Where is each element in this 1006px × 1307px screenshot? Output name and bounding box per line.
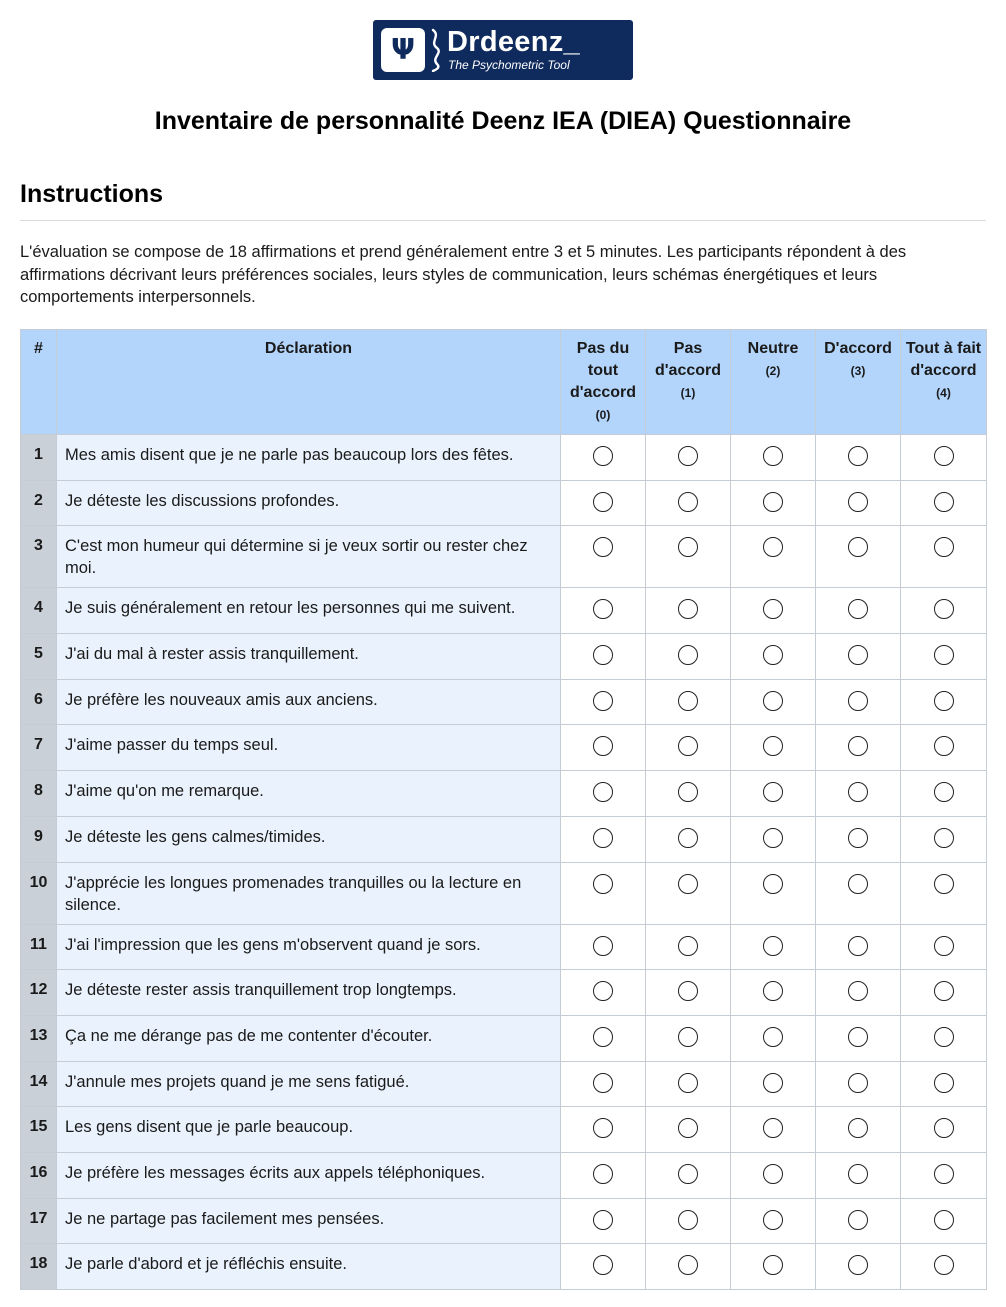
statement-text: J'ai l'impression que les gens m'observent quand je sors. (57, 924, 561, 970)
radio-option-1[interactable] (678, 446, 698, 466)
row-number: 6 (21, 679, 57, 725)
radio-option-3[interactable] (848, 1027, 868, 1047)
radio-option-0[interactable] (593, 599, 613, 619)
table-row (21, 435, 987, 481)
statement-text: J'annule mes projets quand je me sens fatigué. (57, 1061, 561, 1107)
option-label: Neutre (747, 340, 799, 357)
option-cell (816, 1061, 901, 1107)
option-cell (901, 725, 987, 771)
radio-option-1[interactable] (678, 1210, 698, 1230)
option-cell (561, 725, 646, 771)
option-cell (646, 588, 731, 634)
option-cell (731, 924, 816, 970)
radio-option-0[interactable] (593, 1118, 613, 1138)
radio-option-2[interactable] (763, 446, 783, 466)
radio-option-0[interactable] (593, 645, 613, 665)
radio-option-0[interactable] (593, 1027, 613, 1047)
radio-option-4[interactable] (934, 537, 954, 557)
option-cell (816, 862, 901, 924)
psi-logo-icon: Ψ (381, 28, 425, 72)
option-cell (561, 588, 646, 634)
option-cell (646, 1198, 731, 1244)
option-cell (816, 634, 901, 680)
row-number: 17 (21, 1198, 57, 1244)
option-cell (901, 1107, 987, 1153)
option-cell (731, 862, 816, 924)
statement-text: Je préfère les nouveaux amis aux anciens. (57, 679, 561, 725)
statement-text: J'apprécie les longues promenades tranquilles ou la lecture en silence. (57, 862, 561, 924)
radio-option-3[interactable] (848, 1210, 868, 1230)
statement-text: Je suis généralement en retour les personnes qui me suivent. (57, 588, 561, 634)
radio-option-2[interactable] (763, 599, 783, 619)
table-row (21, 771, 987, 817)
instructions-text: L'évaluation se compose de 18 affirmations et prend généralement entre 3 et 5 minutes. Les participants répondent à des affirmations décrivant leurs préférences sociales, leurs styles de communication, leurs schémas énergétiques et leurs comportements interpersonnels. (20, 243, 907, 306)
option-cell (561, 1015, 646, 1061)
option-cell (901, 924, 987, 970)
section-divider (20, 220, 986, 221)
option-cell (816, 435, 901, 481)
table-row (21, 634, 987, 680)
row-number: 8 (21, 771, 57, 817)
table-row (21, 816, 987, 862)
radio-option-1[interactable] (678, 645, 698, 665)
radio-option-0[interactable] (593, 981, 613, 1001)
option-cell (646, 1244, 731, 1290)
radio-option-4[interactable] (934, 1164, 954, 1184)
radio-option-1[interactable] (678, 782, 698, 802)
radio-option-3[interactable] (848, 736, 868, 756)
option-cell (731, 1015, 816, 1061)
radio-option-0[interactable] (593, 537, 613, 557)
page-title: Inventaire de personnalité Deenz IEA (DIEA) Questionnaire (154, 107, 852, 135)
radio-option-1[interactable] (678, 1027, 698, 1047)
table-row (21, 480, 987, 526)
radio-option-0[interactable] (593, 691, 613, 711)
column-header-option-2 (731, 330, 816, 435)
option-cell (901, 1061, 987, 1107)
statement-text: Mes amis disent que je ne parle pas beaucoup lors des fêtes. (57, 435, 561, 481)
radio-option-0[interactable] (593, 446, 613, 466)
option-cell (561, 816, 646, 862)
option-cell (901, 970, 987, 1016)
option-cell (901, 634, 987, 680)
option-cell (731, 1061, 816, 1107)
option-cell (646, 1061, 731, 1107)
statement-text: C'est mon humeur qui détermine si je veux sortir ou rester chez moi. (57, 526, 561, 588)
radio-option-4[interactable] (934, 446, 954, 466)
table-row (21, 1015, 987, 1061)
radio-option-0[interactable] (593, 874, 613, 894)
option-cell (731, 1244, 816, 1290)
statement-text: Je déteste les discussions profondes. (57, 480, 561, 526)
row-number: 1 (21, 435, 57, 481)
option-cell (901, 526, 987, 588)
option-cell (561, 1061, 646, 1107)
radio-option-0[interactable] (593, 1210, 613, 1230)
radio-option-4[interactable] (934, 782, 954, 802)
option-code: (1) (680, 386, 696, 400)
option-code: (4) (936, 386, 951, 400)
statement-text: Je parle d'abord et je réfléchis ensuite. (57, 1244, 561, 1290)
option-cell (731, 634, 816, 680)
option-cell (646, 1015, 731, 1061)
option-cell (731, 771, 816, 817)
statement-text: Ça ne me dérange pas de me contenter d'écouter. (57, 1015, 561, 1061)
option-cell (731, 816, 816, 862)
row-number: 18 (21, 1244, 57, 1290)
table-row (21, 1152, 987, 1198)
radio-option-1[interactable] (678, 936, 698, 956)
radio-option-4[interactable] (934, 1255, 954, 1275)
radio-option-2[interactable] (763, 736, 783, 756)
column-header-option-3 (816, 330, 901, 435)
option-cell (561, 1198, 646, 1244)
radio-option-0[interactable] (593, 1073, 613, 1093)
option-cell (561, 435, 646, 481)
table-row (21, 725, 987, 771)
radio-option-2[interactable] (763, 1255, 783, 1275)
option-cell (646, 924, 731, 970)
option-cell (816, 1152, 901, 1198)
radio-option-2[interactable] (763, 537, 783, 557)
option-cell (731, 435, 816, 481)
radio-option-4[interactable] (934, 599, 954, 619)
column-header-option-0 (561, 330, 646, 435)
table-row (21, 1061, 987, 1107)
option-cell (731, 1107, 816, 1153)
option-cell (731, 480, 816, 526)
row-number: 13 (21, 1015, 57, 1061)
radio-option-3[interactable] (848, 782, 868, 802)
option-cell (646, 435, 731, 481)
row-number: 11 (21, 924, 57, 970)
radio-option-1[interactable] (678, 981, 698, 1001)
option-cell (816, 816, 901, 862)
option-code: (0) (595, 408, 611, 422)
statement-text: Je préfère les messages écrits aux appels téléphoniques. (57, 1152, 561, 1198)
radio-option-1[interactable] (678, 828, 698, 848)
row-number: 2 (21, 480, 57, 526)
statement-text: Je ne partage pas facilement mes pensées. (57, 1198, 561, 1244)
row-number: 9 (21, 816, 57, 862)
table-row (21, 1198, 987, 1244)
option-label: Pas d'accord (654, 340, 722, 379)
radio-option-0[interactable] (593, 936, 613, 956)
radio-option-4[interactable] (934, 1210, 954, 1230)
radio-option-1[interactable] (678, 1164, 698, 1184)
option-cell (646, 679, 731, 725)
option-cell (561, 1244, 646, 1290)
option-cell (561, 634, 646, 680)
statement-text: Les gens disent que je parle beaucoup. (57, 1107, 561, 1153)
radio-option-1[interactable] (678, 691, 698, 711)
option-cell (646, 480, 731, 526)
option-label: Tout à fait d'accord (905, 340, 982, 379)
radio-option-2[interactable] (763, 691, 783, 711)
row-number: 3 (21, 526, 57, 588)
radio-option-3[interactable] (848, 492, 868, 512)
radio-option-4[interactable] (934, 828, 954, 848)
option-cell (816, 1107, 901, 1153)
option-cell (816, 970, 901, 1016)
option-cell (901, 1152, 987, 1198)
radio-option-1[interactable] (678, 492, 698, 512)
wave-icon (429, 28, 443, 72)
option-cell (816, 771, 901, 817)
option-cell (561, 1152, 646, 1198)
radio-option-3[interactable] (848, 537, 868, 557)
option-cell (561, 771, 646, 817)
row-number: 10 (21, 862, 57, 924)
option-cell (731, 588, 816, 634)
radio-option-1[interactable] (678, 874, 698, 894)
radio-option-4[interactable] (934, 691, 954, 711)
table-row (21, 526, 987, 588)
row-number: 4 (21, 588, 57, 634)
radio-option-2[interactable] (763, 874, 783, 894)
row-number: 7 (21, 725, 57, 771)
option-cell (646, 725, 731, 771)
column-header-option-4 (901, 330, 987, 435)
brand-name: Drdeenz_ (447, 26, 580, 58)
radio-option-3[interactable] (848, 1118, 868, 1138)
option-cell (901, 816, 987, 862)
statement-text: J'aime passer du temps seul. (57, 725, 561, 771)
statement-text: J'ai du mal à rester assis tranquillement. (57, 634, 561, 680)
option-cell (646, 970, 731, 1016)
option-cell (901, 480, 987, 526)
radio-option-0[interactable] (593, 492, 613, 512)
option-cell (901, 679, 987, 725)
row-number: 15 (21, 1107, 57, 1153)
row-number: 14 (21, 1061, 57, 1107)
table-row (21, 970, 987, 1016)
radio-option-3[interactable] (848, 645, 868, 665)
radio-option-2[interactable] (763, 936, 783, 956)
radio-option-4[interactable] (934, 1073, 954, 1093)
radio-option-2[interactable] (763, 828, 783, 848)
option-cell (816, 679, 901, 725)
option-cell (901, 435, 987, 481)
statement-text: Je déteste rester assis tranquillement trop longtemps. (57, 970, 561, 1016)
radio-option-3[interactable] (848, 1255, 868, 1275)
option-cell (646, 634, 731, 680)
option-cell (816, 1015, 901, 1061)
option-cell (646, 526, 731, 588)
option-cell (646, 862, 731, 924)
option-cell (731, 725, 816, 771)
radio-option-0[interactable] (593, 782, 613, 802)
radio-option-4[interactable] (934, 1118, 954, 1138)
option-cell (646, 1152, 731, 1198)
option-cell (901, 1244, 987, 1290)
option-cell (561, 679, 646, 725)
radio-option-0[interactable] (593, 1255, 613, 1275)
radio-option-4[interactable] (934, 981, 954, 1001)
option-cell (731, 1152, 816, 1198)
radio-option-3[interactable] (848, 599, 868, 619)
option-cell (731, 970, 816, 1016)
radio-option-3[interactable] (848, 1164, 868, 1184)
radio-option-3[interactable] (848, 691, 868, 711)
radio-option-1[interactable] (678, 1118, 698, 1138)
column-header-number: # (21, 330, 57, 435)
radio-option-2[interactable] (763, 1073, 783, 1093)
radio-option-3[interactable] (848, 446, 868, 466)
table-row (21, 862, 987, 924)
radio-option-4[interactable] (934, 492, 954, 512)
radio-option-1[interactable] (678, 1255, 698, 1275)
radio-option-0[interactable] (593, 736, 613, 756)
table-header-row (21, 330, 987, 435)
option-cell (901, 1198, 987, 1244)
radio-option-3[interactable] (848, 828, 868, 848)
option-cell (901, 1015, 987, 1061)
statement-text: J'aime qu'on me remarque. (57, 771, 561, 817)
radio-option-1[interactable] (678, 1073, 698, 1093)
option-cell (731, 526, 816, 588)
table-body (21, 435, 987, 1290)
radio-option-3[interactable] (848, 936, 868, 956)
option-cell (816, 588, 901, 634)
option-cell (901, 588, 987, 634)
option-cell (816, 1198, 901, 1244)
table-row (21, 1244, 987, 1290)
radio-option-4[interactable] (934, 936, 954, 956)
table-row (21, 1107, 987, 1153)
radio-option-0[interactable] (593, 1164, 613, 1184)
radio-option-2[interactable] (763, 981, 783, 1001)
option-cell (646, 771, 731, 817)
table-row (21, 679, 987, 725)
radio-option-2[interactable] (763, 1164, 783, 1184)
row-number: 12 (21, 970, 57, 1016)
radio-option-4[interactable] (934, 1027, 954, 1047)
option-cell (901, 862, 987, 924)
option-cell (816, 526, 901, 588)
option-cell (646, 1107, 731, 1153)
row-number: 16 (21, 1152, 57, 1198)
instructions-heading: Instructions (20, 180, 164, 208)
option-cell (561, 924, 646, 970)
brand-tagline: The Psychometric Tool (448, 58, 570, 72)
radio-option-4[interactable] (934, 736, 954, 756)
column-header-option-1 (646, 330, 731, 435)
brand-logo (373, 20, 633, 80)
radio-option-2[interactable] (763, 782, 783, 802)
option-cell (816, 725, 901, 771)
radio-option-2[interactable] (763, 1027, 783, 1047)
option-cell (561, 862, 646, 924)
option-cell (816, 1244, 901, 1290)
option-cell (561, 970, 646, 1016)
option-cell (816, 924, 901, 970)
table-row (21, 924, 987, 970)
radio-option-0[interactable] (593, 828, 613, 848)
option-cell (901, 771, 987, 817)
option-label: D'accord (824, 340, 892, 357)
option-cell (731, 1198, 816, 1244)
option-label: Pas du tout d'accord (569, 340, 637, 401)
column-header-statement: Déclaration (57, 330, 561, 435)
radio-option-1[interactable] (678, 736, 698, 756)
radio-option-3[interactable] (848, 874, 868, 894)
option-cell (816, 480, 901, 526)
questionnaire-table (20, 329, 987, 1290)
radio-option-3[interactable] (848, 981, 868, 1001)
radio-option-1[interactable] (678, 537, 698, 557)
radio-option-2[interactable] (763, 1210, 783, 1230)
radio-option-1[interactable] (678, 599, 698, 619)
radio-option-2[interactable] (763, 1118, 783, 1138)
radio-option-2[interactable] (763, 645, 783, 665)
table-row (21, 588, 987, 634)
option-code: (2) (765, 364, 781, 378)
radio-option-4[interactable] (934, 874, 954, 894)
statement-text: Je déteste les gens calmes/timides. (57, 816, 561, 862)
radio-option-2[interactable] (763, 492, 783, 512)
radio-option-4[interactable] (934, 645, 954, 665)
option-cell (561, 480, 646, 526)
row-number: 5 (21, 634, 57, 680)
option-cell (561, 1107, 646, 1153)
radio-option-3[interactable] (848, 1073, 868, 1093)
option-cell (646, 816, 731, 862)
option-code: (3) (850, 364, 866, 378)
option-cell (731, 679, 816, 725)
option-cell (561, 526, 646, 588)
